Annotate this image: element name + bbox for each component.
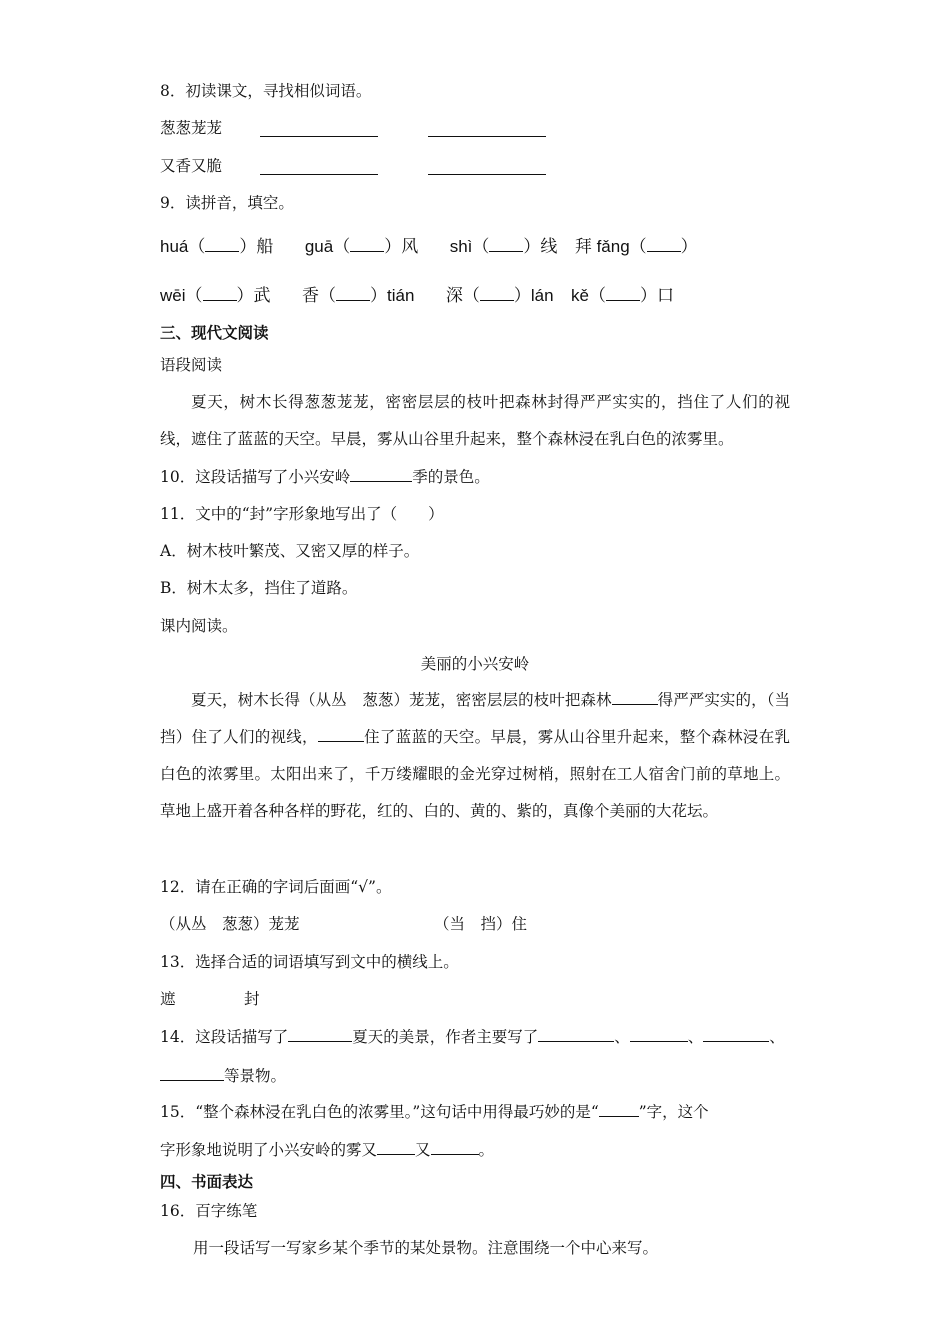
q14-blank3[interactable] (630, 1026, 688, 1042)
q8-prompt: 8．初读课文，寻找相似词语。 (160, 82, 372, 100)
q11-option-a[interactable]: A．树木枝叶繁茂、又密又厚的样子。 (160, 542, 420, 560)
section3-sub1: 语段阅读 (160, 356, 223, 374)
pinyin-item: 深（ ）lán (445, 286, 554, 305)
q16-text: 用一段话写一写家乡某个季节的某处景物。注意围绕一个中心来写。 (193, 1239, 659, 1257)
q14-blank2[interactable] (538, 1026, 614, 1042)
passage1: 夏天，树木长得葱葱茏茏，密密层层的枝叶把森林封得严严实实的，挡住了人们的视线，遮住了蓝蓝的天空。早晨，雾从山谷里升起来，整个森林浸在乳白色的浓雾里。 (160, 393, 790, 448)
q13: 13．选择合适的词语填写到文中的横线上。 (160, 953, 459, 971)
q10-blank[interactable] (350, 466, 412, 482)
passage2-blank2[interactable] (318, 726, 364, 742)
q12: 12．请在正确的字词后面画“√”。 (160, 878, 392, 896)
q15-line1: 15．“整个森林浸在乳白色的浓雾里。”这句话中用得最巧妙的是“ ”字，这个 (160, 1103, 709, 1121)
q11: 11．文中的“封”字形象地写出了（ ） (160, 505, 444, 523)
pinyin-item: 香（ ）tián (301, 286, 415, 305)
q8-word2-blank2[interactable] (428, 174, 546, 175)
pinyin-item: huá（ ）船 (160, 237, 274, 256)
q8-word1-blank2[interactable] (428, 136, 546, 137)
q14-line2: 等景物。 (160, 1065, 286, 1086)
pinyin-blank[interactable] (480, 285, 514, 301)
pinyin-blank[interactable] (647, 236, 681, 252)
q14-blank1[interactable] (288, 1026, 352, 1042)
passage2: 夏天，树木长得（从丛 葱葱）茏茏，密密层层的枝叶把森林 得严严实实的，（当 挡）住了人们的视线， 住了蓝蓝的天空。早晨，雾从山谷里升起来，整个森林浸在乳白色的浓雾里。太阳出来了，千万缕耀眼的金光穿过树梢，照射在工人宿舍门前的草地上。草地上盛开着各种各样的野花，红的、白的、黄的、紫的，真像个美丽的大花坛。 (160, 691, 806, 820)
pinyin-item: 拜 fǎng（ ） (574, 237, 698, 256)
section3-heading: 三、现代文阅读 (160, 324, 269, 342)
q8-word2: 又香又脆 (160, 157, 223, 175)
q15-line2: 字形象地说明了小兴安岭的雾又 又 。 (160, 1141, 495, 1159)
pinyin-item: wēi（ ）武 (160, 286, 271, 305)
q12-option-b[interactable]: （当 挡）住 (434, 915, 528, 933)
passage2-title: 美丽的小兴安岭 (420, 655, 530, 673)
pinyin-blank[interactable] (350, 236, 384, 252)
pinyin-item: shì（ ）线 (449, 237, 558, 256)
q8-word1-blank1[interactable] (260, 136, 378, 137)
q9-row2 (160, 285, 674, 306)
pinyin-blank[interactable] (205, 236, 239, 252)
q8-word1: 葱葱茏茏 (160, 119, 223, 137)
q13-word-b: 封 (244, 990, 260, 1008)
pinyin-item: guā（ ）风 (304, 237, 419, 256)
pinyin-blank[interactable] (336, 285, 370, 301)
q15-blank3[interactable] (431, 1139, 479, 1155)
q9-prompt: 9．读拼音，填空。 (160, 194, 294, 212)
pinyin-blank[interactable] (489, 236, 523, 252)
q13-word-a: 遮 (160, 990, 176, 1008)
pinyin-blank[interactable] (606, 285, 640, 301)
q12-option-a[interactable]: （从丛 葱葱）茏茏 (160, 915, 300, 933)
q15-blank2[interactable] (377, 1139, 415, 1155)
pinyin-blank[interactable] (203, 285, 237, 301)
q11-option-b[interactable]: B．树木太多，挡住了道路。 (160, 579, 358, 597)
q8-word2-blank1[interactable] (260, 174, 378, 175)
section3-sub2: 课内阅读。 (160, 617, 238, 635)
q10: 10．这段话描写了小兴安岭 季的景色。 (160, 468, 490, 486)
q15-blank1[interactable] (599, 1101, 639, 1117)
passage2-blank1[interactable] (612, 689, 658, 705)
q16: 16．百字练笔 (160, 1202, 258, 1220)
q14-blank4[interactable] (703, 1026, 769, 1042)
section4-heading: 四、书面表达 (160, 1173, 254, 1191)
q9-row1 (160, 236, 698, 257)
q14-line1: 14．这段话描写了 夏天的美景，作者主要写了 、 、 、 (160, 1028, 785, 1046)
q14-blank5[interactable] (160, 1065, 224, 1081)
pinyin-item: kě（ ）口 (571, 286, 674, 305)
